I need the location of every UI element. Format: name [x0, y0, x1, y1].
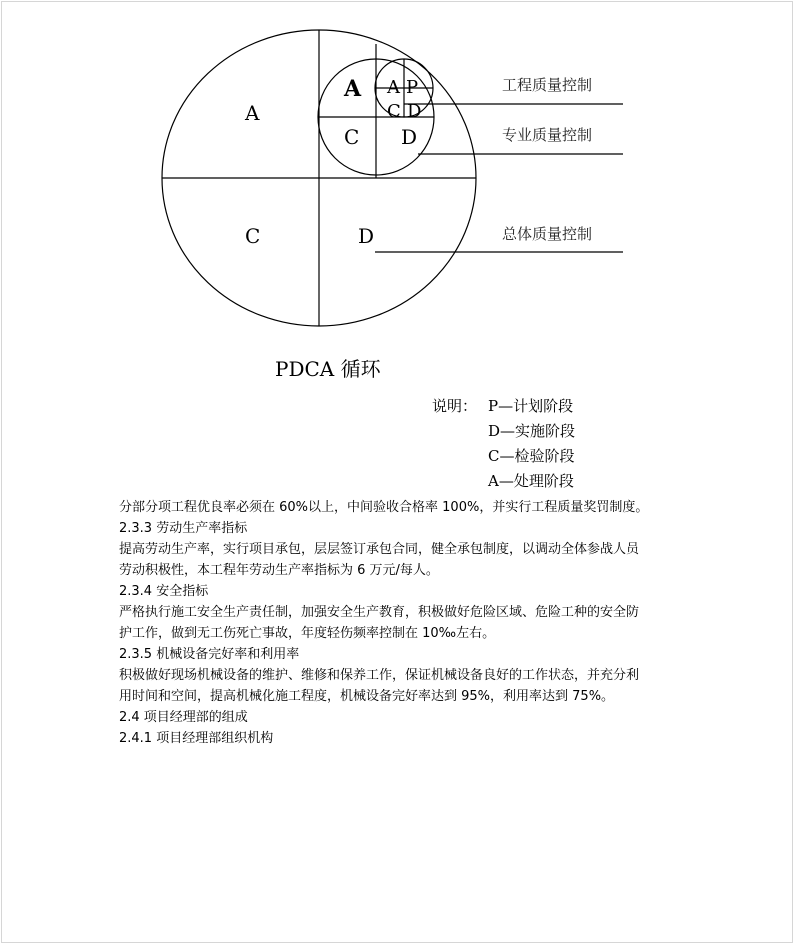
section-heading-2-3-3: 2.3.3 劳动生产率指标	[119, 521, 248, 536]
callout-professional-quality: 专业质量控制	[502, 126, 593, 144]
legend-item-check: C—检验阶段	[488, 447, 575, 465]
callout-overall-quality: 总体质量控制	[502, 225, 593, 243]
paragraph-line: 严格执行施工安全生产责任制，加强安全生产教育，积极做好危险区域、危险工种的安全防	[119, 605, 640, 620]
legend-list	[488, 394, 575, 494]
inner-label-p: P	[406, 77, 419, 98]
section-heading-2-3-4: 2.3.4 安全指标	[119, 584, 209, 599]
body-text	[119, 497, 689, 749]
paragraph-line: 劳动积极性，本工程年劳动生产率指标为 6 万元/每人。	[119, 563, 439, 578]
diagram-caption: PDCA 循环	[275, 357, 381, 381]
paragraph-line: 用时间和空间，提高机械化施工程度，机械设备完好率达到 95%，利用率达到 75%。	[119, 689, 615, 704]
legend-item-plan: P—计划阶段	[488, 397, 574, 415]
middle-label-c: C	[344, 125, 360, 149]
callout-project-quality: 工程质量控制	[502, 76, 593, 94]
section-heading-2-3-5: 2.3.5 机械设备完好率和利用率	[119, 647, 300, 662]
inner-label-c: C	[387, 101, 401, 122]
section-heading-2-4-1: 2.4.1 项目经理部组织机构	[119, 731, 274, 746]
paragraph-line: 分部分项工程优良率必须在 60%以上，中间验收合格率 100%，并实行工程质量奖罚制度。	[119, 500, 649, 515]
outer-label-d: D	[358, 224, 375, 248]
paragraph-line: 提高劳动生产率，实行项目承包，层层签订承包合同，健全承包制度，以调动全体参战人员	[119, 542, 640, 557]
legend-item-do: D—实施阶段	[488, 422, 576, 440]
middle-label-a: A	[344, 76, 362, 102]
paragraph-line: 护工作，做到无工伤死亡事故，年度轻伤频率控制在 10‰左右。	[119, 626, 496, 641]
legend-title: 说明：	[432, 397, 478, 415]
inner-label-a: A	[387, 77, 400, 98]
inner-label-d: D	[407, 101, 422, 122]
section-heading-2-4: 2.4 项目经理部的组成	[119, 710, 248, 725]
paragraph-line: 积极做好现场机械设备的维护、维修和保养工作，保证机械设备良好的工作状态，并充分利	[119, 668, 640, 683]
legend-item-act: A—处理阶段	[488, 472, 574, 490]
outer-label-a: A	[245, 101, 260, 125]
outer-label-c: C	[245, 224, 261, 248]
middle-label-d: D	[401, 125, 418, 149]
